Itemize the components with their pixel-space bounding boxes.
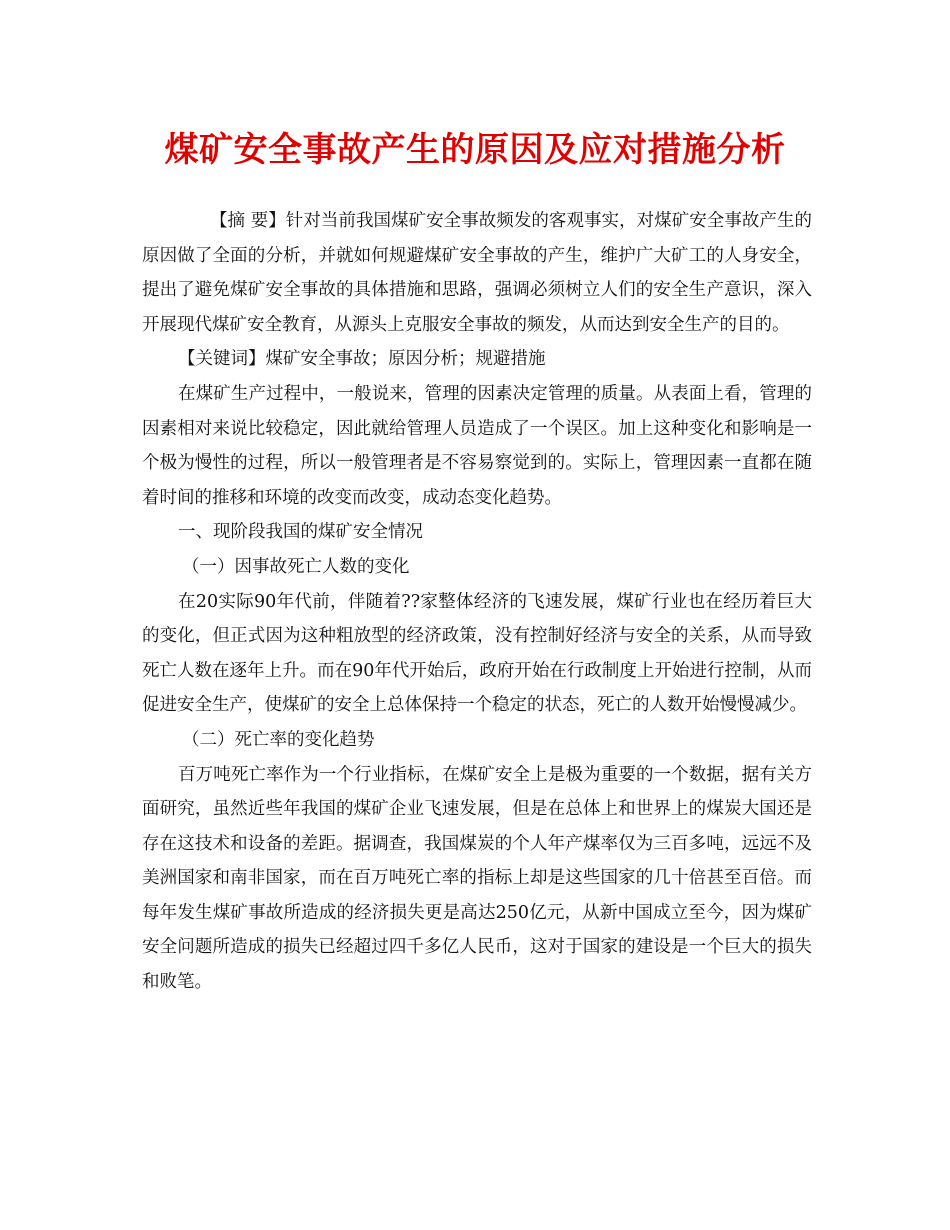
subsection-heading: （二）死亡率的变化趋势 bbox=[182, 729, 375, 750]
subsection-heading: （一）因事故死亡人数的变化 bbox=[182, 556, 410, 577]
body-paragraph: 在20实际90年代前，伴随着??家整体经济的飞速发展，煤矿行业也在经历着巨大的变化，但正式因为这种粗放型的经济政策，没有控制好经济与安全的关系，从而导致死亡人数在逐年上升。而在90年代开始后，政府开始在行政制度上开始进行控制，从而促进安全生产，使煤矿的安全上总体保持一个稳定的状态，死亡的人数开始慢慢减少。 bbox=[142, 591, 812, 716]
abstract-paragraph: 【摘 要】针对当前我国煤矿安全事故频发的客观事实，对煤矿安全事故产生的原因做了全面的分析，并就如何规避煤矿安全事故的产生，维护广大矿工的人身安全，提出了避免煤矿安全事故的具体措施和思路，强调必须树立人们的安全生产意识，深入开展现代煤矿安全教育，从源头上克服安全事故的频发，从而达到安全生产的目的。 bbox=[142, 211, 812, 335]
document-body bbox=[142, 204, 812, 1000]
intro-paragraph: 在煤矿生产过程中，一般说来，管理的因素决定管理的质量。从表面上看，管理的因素相对来说比较稳定，因此就给管理人员造成了一个误区。加上这种变化和影响是一个极为慢性的过程，所以一般管理者是不容易察觉到的。实际上，管理因素一直都在随着时间的推移和环境的改变而改变，成动态变化趋势。 bbox=[142, 383, 812, 508]
document-title: 煤矿安全事故产生的原因及应对措施分析 bbox=[164, 130, 786, 170]
section-heading: 一、现阶段我国的煤矿安全情况 bbox=[178, 522, 423, 543]
body-paragraph: 百万吨死亡率作为一个行业指标，在煤矿安全上是极为重要的一个数据，据有关方面研究，虽然近些年我国的煤矿企业飞速发展，但是在总体上和世界上的煤炭大国还是存在这技术和设备的差距。据调查，我国煤炭的个人年产煤率仅为三百多吨，远远不及美洲国家和南非国家，而在百万吨死亡率的指标上却是这些国家的几十倍甚至百倍。而每年发生煤矿事故所造成的经济损失更是高达250亿元，从新中国成立至今，因为煤矿安全问题所造成的损失已经超过四千多亿人民币，这对于国家的建设是一个巨大的损失和败笔。 bbox=[142, 764, 812, 993]
keywords-line: 【关键词】煤矿安全事故；原因分析；规避措施 bbox=[178, 349, 546, 370]
